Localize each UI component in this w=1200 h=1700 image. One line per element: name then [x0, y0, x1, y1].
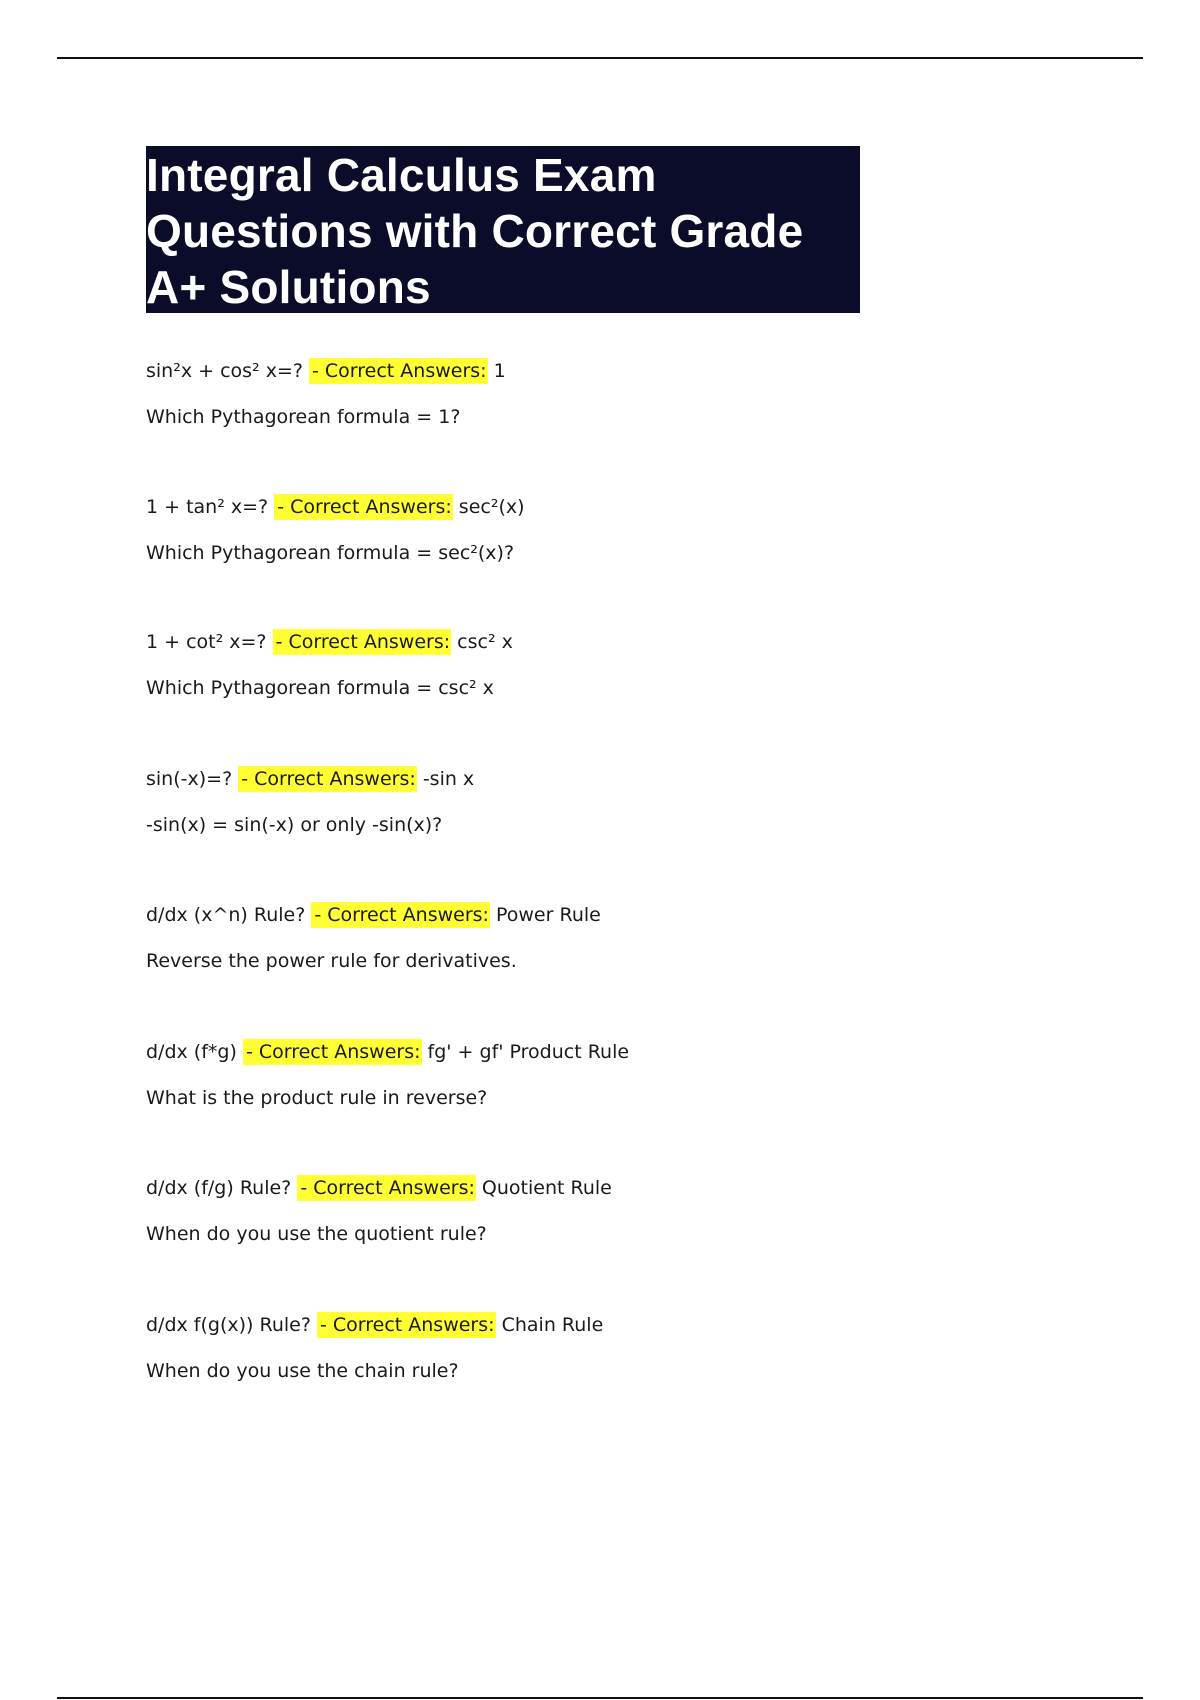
answer-marker: - Correct Answers:	[243, 1039, 422, 1065]
question-line	[146, 493, 1046, 521]
question-text: d/dx (f*g)	[146, 1041, 237, 1063]
answer-text: -sin x	[422, 768, 475, 790]
question-text: d/dx (f/g) Rule?	[146, 1177, 292, 1199]
hint-text: Which Pythagorean formula = 1?	[146, 406, 461, 428]
question-line	[146, 1038, 1046, 1066]
bottom-rule	[57, 1697, 1143, 1699]
qa-item	[146, 628, 1046, 702]
qa-item	[146, 357, 1046, 431]
answer-marker: - Correct Answers:	[238, 766, 417, 792]
answer-marker: - Correct Answers:	[297, 1175, 476, 1201]
qa-item	[146, 1038, 1046, 1112]
qa-item	[146, 765, 1046, 839]
question-line	[146, 765, 1046, 793]
page-title: Integral Calculus Exam Questions with Correct Grade A+ Solutions	[146, 149, 804, 313]
question-line	[146, 901, 1046, 929]
qa-item	[146, 901, 1046, 975]
qa-item	[146, 493, 1046, 567]
hint-text: Reverse the power rule for derivatives.	[146, 950, 517, 972]
question-line	[146, 628, 1046, 656]
answer-marker: - Correct Answers:	[317, 1312, 496, 1338]
qa-item	[146, 1311, 1046, 1385]
question-text: d/dx (x^n) Rule?	[146, 904, 306, 926]
hint-text: -sin(x) = sin(-x) or only -sin(x)?	[146, 814, 443, 836]
question-text: 1 + tan² x=?	[146, 496, 269, 518]
question-text: d/dx f(g(x)) Rule?	[146, 1314, 311, 1336]
question-line	[146, 1174, 1046, 1202]
hint-text: Which Pythagorean formula = sec²(x)?	[146, 542, 515, 564]
hint-text: What is the product rule in reverse?	[146, 1087, 488, 1109]
answer-text: fg' + gf' Product Rule	[427, 1041, 630, 1063]
question-line	[146, 357, 1046, 385]
answer-text: sec²(x)	[458, 496, 525, 518]
question-text: sin²x + cos² x=?	[146, 360, 303, 382]
question-text: sin(-x)=?	[146, 768, 233, 790]
answer-marker: - Correct Answers:	[309, 358, 488, 384]
question-text: 1 + cot² x=?	[146, 631, 267, 653]
answer-text: csc² x	[457, 631, 513, 653]
hint-text: When do you use the chain rule?	[146, 1360, 459, 1382]
top-rule	[57, 57, 1143, 59]
question-line	[146, 1311, 1046, 1339]
hint-text: When do you use the quotient rule?	[146, 1223, 487, 1245]
hint-text: Which Pythagorean formula = csc² x	[146, 677, 494, 699]
qa-item	[146, 1174, 1046, 1248]
answer-text: Power Rule	[495, 904, 601, 926]
answer-text: Chain Rule	[501, 1314, 604, 1336]
answer-marker: - Correct Answers:	[273, 629, 452, 655]
answer-marker: - Correct Answers:	[311, 902, 490, 928]
answer-text: 1	[493, 360, 506, 382]
answer-text: Quotient Rule	[481, 1177, 612, 1199]
title-banner	[146, 146, 860, 313]
answer-marker: - Correct Answers:	[274, 494, 453, 520]
